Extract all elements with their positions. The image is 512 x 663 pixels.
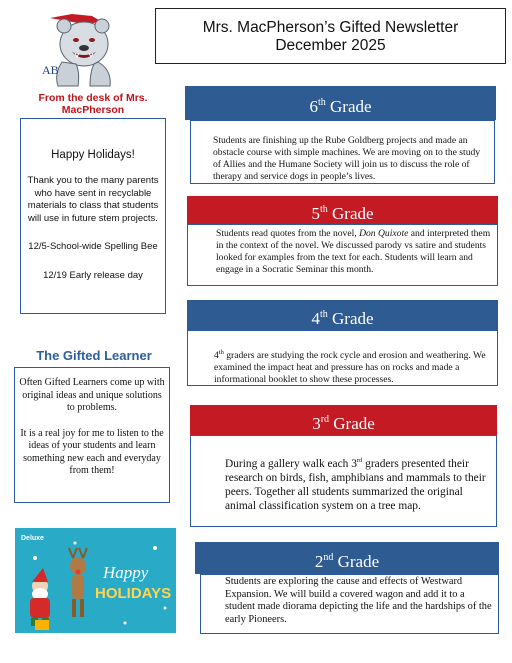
grade-6-text: Students are finishing up the Rube Goldberg projects and made an obstacle course with simple machines. We are moving on to the study of Allies and the Humane Society will join us to discuss the role of therapy and service dogs in people’s lives. xyxy=(213,135,481,182)
gifted-learner-box xyxy=(14,367,170,503)
grade-2-text: Students are exploring the cause and effects of Westward Expansion. We will build a covered wagon and add it to a student made diorama depicting the life and the hardships of the early Pioneers. xyxy=(225,576,492,625)
newsletter-title: Mrs. MacPherson’s Gifted Newsletter xyxy=(202,19,459,36)
gifted-learner-title: The Gifted Learner xyxy=(36,348,152,363)
bear-mascot-icon xyxy=(32,12,132,90)
from-desk-label: From the desk of Mrs. MacPherson xyxy=(38,92,148,116)
holiday-greeting: Happy Holidays! xyxy=(51,149,135,161)
grade-3-header: 3rd Grade xyxy=(190,405,497,435)
event-spelling-bee: 12/5-School-wide Spelling Bee xyxy=(28,241,158,252)
newsletter-title-box xyxy=(155,8,506,64)
thanks-note: Thank you to the many parents who have sent in recyclable materials to class that students will use in future stem projects. xyxy=(27,175,159,224)
grade-4-header: 4th Grade xyxy=(187,300,498,330)
newsletter-date: December 2025 xyxy=(275,37,386,54)
happy-holidays-image xyxy=(15,528,176,633)
event-early-release: 12/19 Early release day xyxy=(43,270,143,281)
picture-happy: Happy xyxy=(103,563,149,582)
learner-paragraph-1: Often Gifted Learners come up with original ideas and unique solutions to problems. xyxy=(19,377,165,413)
grade-5-header: 5th Grade xyxy=(187,196,498,224)
grade-2-box xyxy=(200,574,499,634)
grade-6-box xyxy=(190,120,495,184)
grade-5-box: Students read quotes from the novel, Don Quixote and interpreted them in the context of the novel. We discussed parody vs satire and students looked for examples from the text for each. Students will learn and engage in a Socratic Seminar this month. xyxy=(187,224,498,286)
picture-holidays: HOLIDAYS xyxy=(95,585,172,602)
grade-6-header: 6th Grade xyxy=(185,86,496,120)
grade-2-header: 2nd Grade xyxy=(195,542,499,574)
picture-brand: Deluxe xyxy=(21,535,44,542)
grade-3-box: During a gallery walk each 3rd graders presented their research on birds, fish, amphibians and mammals to their peers. Together all students summarized the original animal classification system on a tree map. xyxy=(190,435,497,527)
grade-4-box: 4th graders are studying the rock cycle and erosion and weathering. We examined the impact heat and pressure has on rocks and made a informational booklet to show these processes. xyxy=(187,330,498,386)
mascot-emblem: AB xyxy=(42,63,59,77)
announcements-box xyxy=(20,118,166,314)
learner-paragraph-2: It is a real joy for me to listen to the ideas of your students and learn something new each and everyday from them! xyxy=(20,427,164,476)
novel-title: Don Quixote xyxy=(359,228,409,239)
